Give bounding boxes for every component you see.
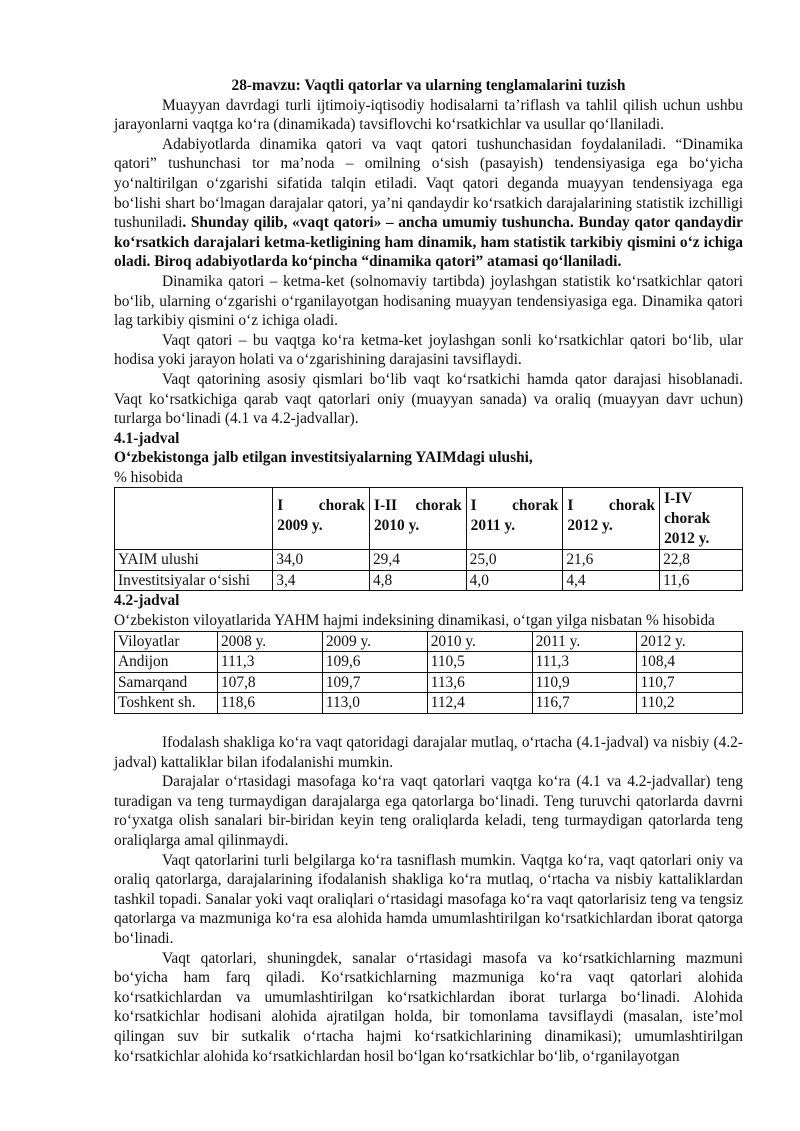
table-1-cell: 4,4 [563, 570, 660, 591]
table-row [115, 550, 743, 571]
table-2-cell: 108,4 [637, 652, 743, 673]
paragraph-5: Vaqt qatorining asosiy qismlari bo‘lib vaqt ko‘rsatkichi hamda qator darajasi hisoblanadi. Vaqt ko‘rsatkichiga qarab vaqt qatorlari oniy (muayyan sanada) va oraliq (muayyan davr uchun) turlarga bo‘linadi (4.1 va 4.2-jadvallar). [114, 370, 743, 428]
table-2-header-cell: Viloyatlar [115, 631, 218, 652]
paragraph-2-part-c: . Biroq adabiyotlarda ko‘pincha “dinamika qatori” atamasi qo‘llaniladi [146, 253, 618, 271]
table-row [115, 672, 743, 693]
table-2 [114, 631, 743, 714]
document-title: 28-mavzu: Vaqtli qatorlar va ularning tenglamalarini tuzish [231, 77, 626, 94]
table-1-cell: Investitsiyalar o‘sishi [115, 570, 273, 591]
table-row [115, 652, 743, 673]
table-1-header-cell: I chorak 2009 y. [273, 488, 370, 550]
table-2-cell: 109,7 [322, 672, 427, 693]
table-2-header-cell: 2011 y. [532, 631, 637, 652]
table-1-cell: 4,0 [466, 570, 563, 591]
table-2-cell: 109,6 [322, 652, 427, 673]
paragraph-2-part-a: Adabiyotlarda dinamika qatori va vaqt qatori tushunchasidan foydalaniladi. “Dinamika qatori” tushunchasi tor ma’noda – omilning o‘sish (pasayish) tendensiyasiga ega bo‘yicha yo‘naltirilgan o‘zgarishi sifatida talqin etiladi. Vaqt qatori deganda muayyan tendensiyaga ega bo‘lishi shart bo‘lmagan darajalar qatori, ya’ni qandaydir ko‘rsatkich darajalarining statistik izchilligi tushuniladi [114, 135, 743, 232]
table-2-header-cell: 2010 y. [427, 631, 532, 652]
table-1-cell: YAIM ulushi [115, 550, 273, 571]
paragraph-2: Adabiyotlarda dinamika qatori va vaqt qatori tushunchasidan foydalaniladi. “Dinamika qatori” tushunchasi tor ma’noda – omilning o‘sish (pasayish) tendensiyasiga ega bo‘yicha yo‘naltirilgan o‘zgarishi sifatida talqin etiladi. Vaqt qatori deganda muayyan tendensiyaga ega bo‘lishi shart bo‘lmagan darajalar qatori, ya’ni qandaydir ko‘rsatkich darajalarining statistik izchilligi tushuniladi. Shunday qilib, «vaqt qatori» – ancha umumiy tushuncha. Bunday qator qandaydir ko‘rsatkich darajalari ketma-ketligining ham dinamik, ham statistik tarkibiy qismini o‘z ichiga oladi. Biroq adabiyotlarda ko‘pincha “dinamika qatori” atamasi qo‘llaniladi. [114, 135, 743, 271]
paragraph-2-part-b: . Shunday qilib, «vaqt qatori» – ancha umumiy tushuncha. Bunday qator qandaydir ko‘rsatkich darajalari ketma-ketligining ham dinamik, ham statistik tarkibiy qismini o‘z ichiga oladi [114, 214, 743, 271]
table-2-cell: Samarqand [115, 672, 218, 693]
table-2-cell: 107,8 [217, 672, 322, 693]
paragraph-3: Dinamika qatori – ketma-ket (solnomaviy tartibda) joylashgan statistik ko‘rsatkichlar qatori bo‘lib, ularning o‘zgarishi o‘rganilayotgan hodisaning muayyan tendensiyasiga ega. Dinamika qatori lag tarkibiy qismini o‘z ichiga oladi. [114, 272, 743, 330]
table-2-cell: 111,3 [217, 652, 322, 673]
table-1-cell: 22,8 [660, 550, 743, 571]
spacer [114, 714, 743, 733]
paragraph-4: Vaqt qatori – bu vaqtga ko‘ra ketma-ket joylashgan sonli ko‘rsatkichlar qatori bo‘lib, ular hodisa yoki jarayon holati va o‘zgarishining darajasini tavsiflaydi. [114, 331, 743, 369]
table-row [115, 693, 743, 714]
table-2-cell: 112,4 [427, 693, 532, 714]
table-1-cell: 34,0 [273, 550, 370, 571]
table-row [115, 570, 743, 591]
table-1-header-cell [115, 488, 273, 550]
table-2-cell: 111,3 [532, 652, 637, 673]
table-1-header-cell: I-IV chorak 2012 y. [660, 488, 743, 550]
table-1-header-row [115, 488, 743, 550]
paragraph-6: Ifodalash shakliga ko‘ra vaqt qatoridagi darajalar mutlaq, o‘rtacha (4.1-jadval) va nisbiy (4.2-jadval) kattaliklar bilan ifodalanishi mumkin. [114, 734, 743, 771]
table-1-header-cell: I-II chorak 2010 y. [369, 488, 466, 550]
table-1-cell: 4,8 [369, 570, 466, 591]
table-1-header-cell: I chorak 2011 y. [466, 488, 563, 550]
table-2-cell: 110,9 [532, 672, 637, 693]
table-2-cell: Toshkent sh. [115, 693, 218, 714]
table-1-cell: 21,6 [563, 550, 660, 571]
table-1-header-cell: I chorak 2012 y. [563, 488, 660, 550]
table-2-label: 4.2-jadval [114, 592, 180, 610]
table-2-header-row [115, 631, 743, 652]
table-2-cell: Andijon [115, 652, 218, 673]
table-1-label: 4.1-jadval [114, 429, 180, 447]
table-1-unit: % hisobida [114, 468, 183, 486]
table-1-cell: 25,0 [466, 550, 563, 571]
table-2-cell: 110,5 [427, 652, 532, 673]
table-2-header-cell: 2009 y. [322, 631, 427, 652]
paragraph-9: Vaqt qatorlari, shuningdek, sanalar o‘rtasidagi masofa va ko‘rsatkichlarning mazmuni bo‘yicha ham farq qiladi. Ko‘rsatkichlarning mazmuniga ko‘ra vaqt qatorlari alohida ko‘rsatkichlardan va umumlashtirilgan ko‘rsatkichlardan iborat turlarga bo‘linadi. Alohida ko‘rsatkichlar hodisani alohida ajratilgan holda, bir tomonlama tavsiflaydi (masalan, iste’mol qilingan suv bir sutkalik o‘rtacha hajmi ko‘rsatkichlarining dinamikasi); umumlashtirilgan ko‘rsatkichlar alohida ko‘rsatkichlardan hosil bo‘lgan ko‘rsatkichlar bo‘lib, o‘rganilayotgan [114, 949, 743, 1065]
table-2-cell: 118,6 [217, 693, 322, 714]
table-2-cell: 113,6 [427, 672, 532, 693]
paragraph-8: Vaqt qatorlarini turli belgilarga ko‘ra tasniflash mumkin. Vaqtga ko‘ra, vaqt qatorlari oniy va oraliq qatorlarga, darajalarining ifodalanish shakliga ko‘ra mutlaq, o‘rtacha va nisbiy kattaliklardan tashkil topadi. Sanalar yoki vaqt oraliqlari o‘rtasidagi masofaga ko‘ra vaqt qatorlarisiz teng va tengsiz qatorlarga va mazmuniga ko‘ra esa alohida hamda umumlashtirilgan ko‘rsatkichlardan iborat qatorga bo‘linadi. [114, 851, 743, 947]
table-2-cell: 110,2 [637, 693, 743, 714]
table-2-cell: 113,0 [322, 693, 427, 714]
table-2-title: O‘zbekiston viloyatlarida YAHM hajmi indeksining dinamikasi, o‘tgan yilga nisbatan % hisobida [114, 612, 715, 630]
table-1 [114, 487, 743, 591]
paragraph-1: Muayyan davrdagi turli ijtimoiy-iqtisodiy hodisalarni ta’riflash va tahlil qilish uchun ushbu jarayonlarni vaqtga ko‘ra (dinamikada) tavsiflovchi ko‘rsatkichlar va usullar qo‘llaniladi. [114, 96, 743, 134]
table-1-cell: 11,6 [660, 570, 743, 591]
table-2-cell: 116,7 [532, 693, 637, 714]
table-2-cell: 110,7 [637, 672, 743, 693]
table-1-cell: 3,4 [273, 570, 370, 591]
table-1-cell: 29,4 [369, 550, 466, 571]
table-2-header-cell: 2012 y. [637, 631, 743, 652]
paragraph-7: Darajalar o‘rtasidagi masofaga ko‘ra vaqt qatorlari vaqtga ko‘ra (4.1 va 4.2-jadvallar) teng turadigan va teng turmaydigan darajalarga ega qatorlarga bo‘linadi. Teng turuvchi qatorlarda davrni ro‘yxatga olish sanalari bir-biridan keyin teng oraliqlarda keladi, teng turmaydigan qatorlarda teng oraliqlarga amal qilinmaydi. [114, 773, 743, 849]
table-2-header-cell: 2008 y. [217, 631, 322, 652]
table-1-title: O‘zbekistonga jalb etilgan investitsiyalarning YAIMdagi ulushi, [114, 449, 533, 467]
